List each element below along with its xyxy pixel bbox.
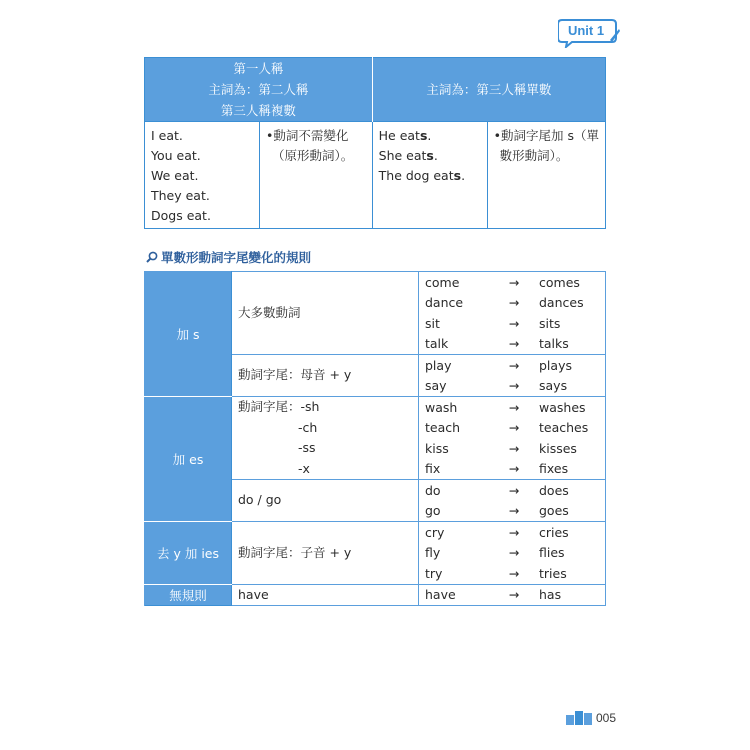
- example-sentence: She eats.: [378, 148, 438, 163]
- verb-pair: teach → teaches: [425, 420, 589, 436]
- rule-description: have: [232, 584, 419, 606]
- note-line: （原形動詞）。: [272, 148, 354, 163]
- verb-pair: try → tries: [425, 565, 567, 581]
- example-sentence: I eat.: [151, 128, 183, 143]
- note-line: •動詞字尾加 s（單: [493, 128, 599, 143]
- example-sentence: He eats.: [378, 128, 432, 143]
- example-sentence: You eat.: [151, 148, 201, 163]
- header-line: 第三人稱複數: [220, 103, 296, 118]
- rule-description: do / go: [232, 480, 419, 522]
- verb-pair: sit → sits: [425, 315, 561, 331]
- rule-description: 大多數動詞: [232, 272, 419, 355]
- example-sentence: They eat.: [151, 188, 210, 203]
- singular-examples: [373, 122, 488, 228]
- page-number-text: 005: [596, 711, 617, 725]
- section-title-text: 單數形動詞字尾變化的規則: [161, 250, 312, 265]
- singular-cell: [372, 122, 605, 229]
- rule-description: 動詞字尾：子音 + y: [232, 522, 419, 585]
- note-line: •動詞不需變化: [266, 128, 349, 143]
- verb-pair: come → comes: [425, 274, 580, 290]
- header-plural-subjects: [145, 58, 373, 122]
- header-singular-subject: 主詞為：第三人稱單數: [372, 58, 605, 122]
- verb-pair: play → plays: [425, 357, 572, 373]
- page-number: [566, 711, 616, 725]
- note-line: 數形動詞）。: [499, 148, 569, 163]
- example-pairs: [419, 397, 606, 480]
- verb-pair: go → goes: [425, 503, 569, 519]
- plural-cell: [145, 122, 373, 229]
- example-sentence: Dogs eat.: [151, 208, 211, 223]
- verb-pair: do → does: [425, 482, 569, 498]
- verb-pair: fly → flies: [425, 545, 565, 561]
- header-line: 第一人稱: [233, 61, 284, 76]
- example-pairs: [419, 480, 606, 522]
- example-pairs: [419, 522, 606, 585]
- unit-label: Unit 1: [567, 23, 605, 38]
- rule-description: 動詞字尾：-sh -ch -ss -x: [232, 397, 419, 480]
- verb-pair: talk → talks: [425, 336, 569, 352]
- rule-category: 無規則: [145, 584, 232, 606]
- singular-note: [488, 122, 605, 228]
- example-pairs: [419, 272, 606, 355]
- plural-examples: [145, 122, 260, 228]
- unit-badge: [558, 18, 620, 48]
- verb-pair: dance → dances: [425, 295, 584, 311]
- rule-category: 去 y 加 ies: [145, 522, 232, 585]
- rule-category: 加 es: [145, 397, 232, 522]
- verb-suffix-rules-table: [144, 271, 606, 606]
- book-stack-icon: [566, 711, 592, 725]
- example-sentence: We eat.: [151, 168, 199, 183]
- example-pairs: [419, 584, 606, 606]
- verb-pair: kiss → kisses: [425, 440, 577, 456]
- example-pairs: [419, 355, 606, 397]
- plural-note: [260, 122, 372, 228]
- verb-pair: cry → cries: [425, 524, 569, 540]
- rule-description: 動詞字尾：母音 + y: [232, 355, 419, 397]
- header-line: 主詞為：第二人稱: [208, 82, 309, 97]
- section-heading: [146, 248, 311, 266]
- verb-pair: say → says: [425, 378, 568, 394]
- verb-pair: fix → fixes: [425, 461, 569, 477]
- subject-verb-table: [144, 57, 606, 229]
- verb-pair: have → has: [425, 587, 562, 603]
- verb-pair: wash → washes: [425, 399, 586, 415]
- example-sentence: The dog eats.: [378, 168, 466, 183]
- magnifier-icon: [146, 251, 158, 263]
- rule-category: 加 s: [145, 272, 232, 397]
